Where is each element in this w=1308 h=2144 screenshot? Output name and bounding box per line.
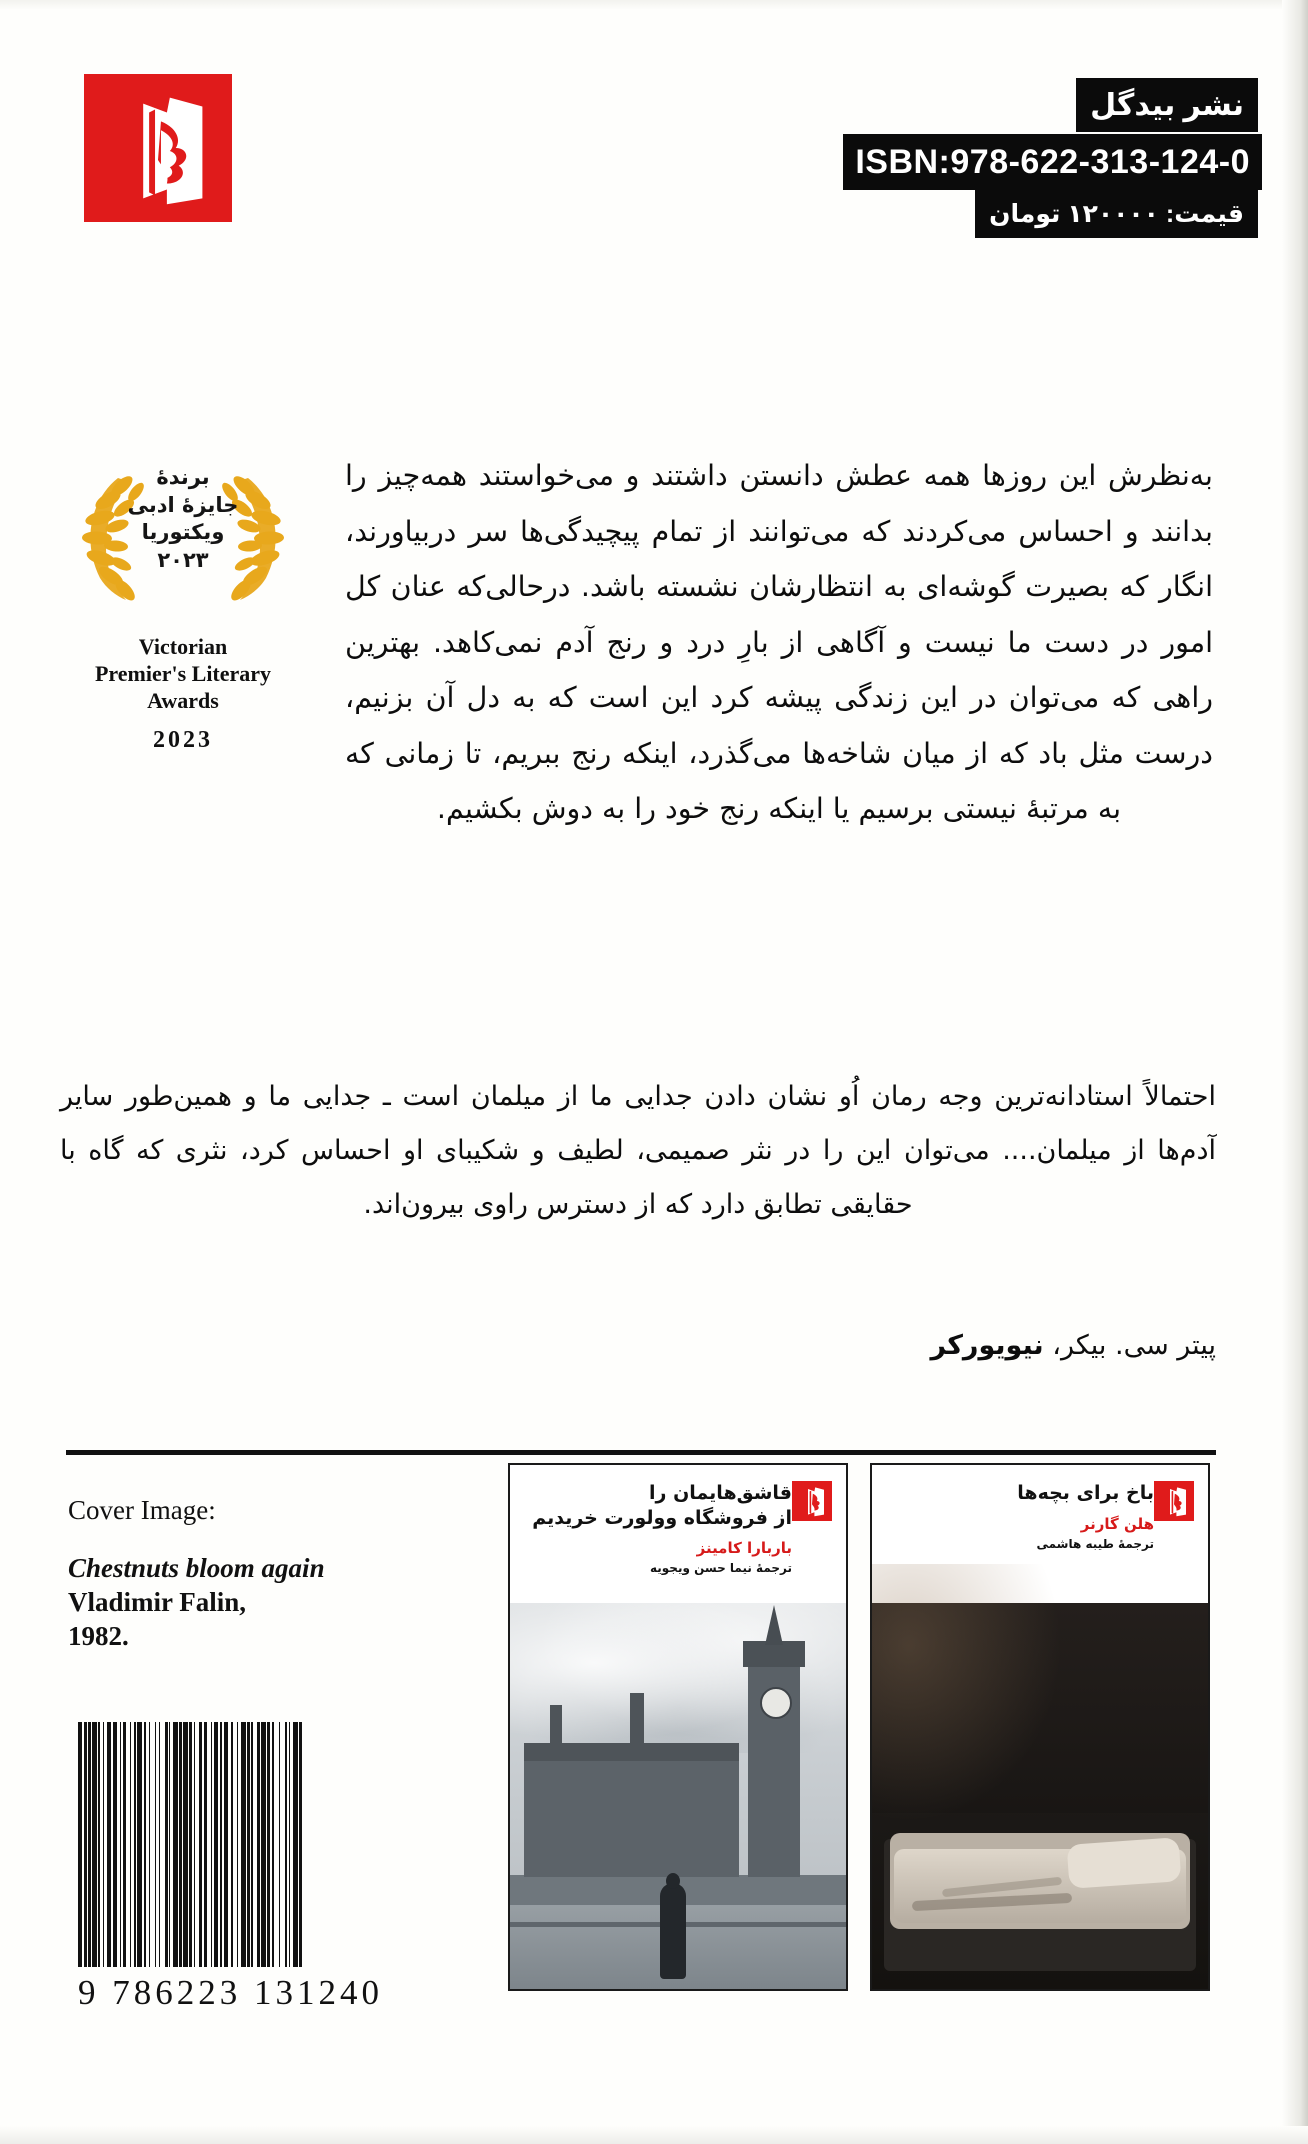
cover-credit-artist: Vladimir Falin, <box>68 1586 247 1617</box>
barcode <box>78 1722 433 2013</box>
publisher-logo <box>84 74 232 222</box>
award-seal <box>60 460 306 754</box>
award-fa-year: ۲۰۲۳ <box>157 548 209 573</box>
price-block: قیمت: ۱۲۰۰۰۰ تومان <box>975 190 1258 238</box>
cover-credit-year: 1982. <box>68 1620 129 1651</box>
scan-edge-top <box>0 0 1308 10</box>
thumbnail-author: باربارا کامینز <box>696 1539 792 1558</box>
cover-image-credit <box>68 1495 448 1653</box>
barcode-bars <box>78 1722 433 1967</box>
barcode-digits: 9 786223 131240 <box>78 1973 383 2012</box>
award-persian-text <box>60 464 306 575</box>
blurb-review <box>60 1070 1216 1232</box>
laurel-wreath-icon <box>60 460 306 620</box>
thumbnail-text <box>524 1481 792 1575</box>
award-fa-line2: جایزهٔ ادبی <box>127 492 239 517</box>
review-attribution <box>930 1330 1216 1361</box>
publisher-name-block: نشر بیدگل <box>1076 78 1258 132</box>
thumbnail-title-line1: قاشق‌هایمان را <box>649 1482 792 1504</box>
review-attribution-source: نیویورکر <box>930 1330 1044 1361</box>
blurb-main-text: به‌نظرش این روزها همه عطش دانستن داشتند و می‌خواستند همه‌چیز را بدانند و احساس می‌کردند که می‌توانند از تمام پیچیدگی‌ها سر دربیاورند، انگار که بصیرت گوشه‌ای به انتظارشان نشسته باشد. درحالی‌که عنان کل امور در دست ما نیست و آگاهی از بارِ درد و رنج آدم نمی‌کاهد. بهترین راهی که می‌توان در این زندگی پیشه کرد این است که به دل آن بزنیم، درست مثل باد که از میان شاخه‌ها می‌گذرد، اینکه رنج ببریم، تا زمانی که به مرتبهٔ نیستی برسیم یا اینکه رنج خود را به دوش بکشیم. <box>345 459 1213 826</box>
thumbnail-artwork-bedroom <box>872 1603 1208 1989</box>
thumbnail-title-line1: باخ برای بچه‌ها <box>1017 1482 1154 1504</box>
thumbnail-artwork-big-ben <box>510 1603 846 1989</box>
thumbnail-header <box>510 1465 846 1597</box>
related-book-thumbnail[interactable] <box>870 1463 1210 1991</box>
thumbnail-title-line2: از فروشگاه وولورت خریدیم <box>532 1506 792 1529</box>
award-fa-line1: برندهٔ <box>156 465 210 489</box>
thumbnail-author: هلن گارنر <box>1080 1514 1154 1533</box>
award-english-text <box>60 634 306 714</box>
review-attribution-person: پیتر سی. بیکر، <box>1043 1330 1216 1361</box>
award-en-line3: Awards <box>147 687 219 713</box>
thumbnail-translator: ترجمهٔ نیما حسن ویجویه <box>649 1561 792 1576</box>
related-book-thumbnail[interactable] <box>508 1463 848 1991</box>
blurb-main <box>345 448 1213 837</box>
thumbnail-translator: ترجمهٔ طیبه هاشمی <box>1036 1536 1154 1551</box>
publisher-logo-icon <box>1154 1481 1194 1521</box>
related-books <box>508 1463 1210 1991</box>
award-en-line1: Victorian <box>138 634 228 659</box>
award-en-line2: Premier's Literary <box>94 660 272 686</box>
cover-credit-title: Chestnuts bloom again <box>68 1553 325 1583</box>
publisher-logo-icon <box>792 1481 832 1521</box>
cover-credit-label: Cover Image: <box>68 1495 216 1525</box>
blurb-review-text: احتمالاً استادانه‌ترین وجه رمان اُو نشان دادن جدایی ما از میلمان است ـ جدایی ما و همین‌طور سایر آدم‌ها از میلمان.... می‌توان این را در نثر صمیمی، لطیف و شکیبای او احساس کرد، نثری که گاه با حقایقی تطابق دارد که از دسترس راوی بیرون‌اند. <box>60 1081 1216 1220</box>
scan-edge-bottom <box>0 2126 1308 2144</box>
thumbnail-text <box>886 1481 1154 1551</box>
scan-edge-right <box>1282 0 1308 2144</box>
award-en-year: 2023 <box>153 727 213 754</box>
section-divider <box>66 1450 1216 1455</box>
award-fa-line3: ویکتوریا <box>141 520 225 545</box>
isbn-block: ISBN:978-622-313-124-0 <box>843 134 1262 190</box>
